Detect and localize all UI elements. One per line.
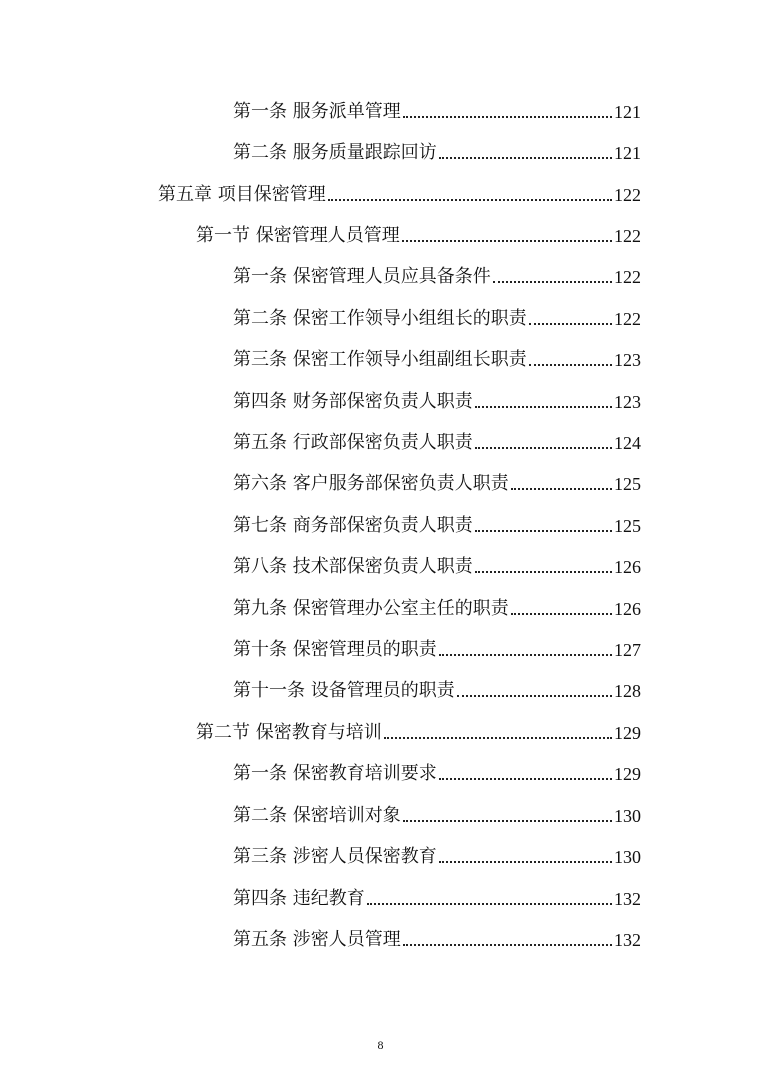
- toc-entry[interactable]: [233, 672, 641, 702]
- toc-entry-chapter[interactable]: [158, 176, 641, 206]
- toc-entry[interactable]: [233, 258, 641, 288]
- dot-leader: [328, 199, 612, 201]
- toc-entry-title: 第一条 服务派单管理: [233, 101, 401, 122]
- toc-entry-title: 第九条 保密管理办公室主任的职责: [233, 598, 509, 619]
- toc-entry-page: 124: [614, 433, 641, 453]
- toc-entry-title: 第一条 保密教育培训要求: [233, 763, 437, 784]
- toc-entry-page: 130: [614, 806, 641, 826]
- toc-entry[interactable]: [233, 631, 641, 661]
- toc-entry-page: 122: [614, 226, 641, 246]
- dot-leader: [475, 447, 612, 449]
- dot-leader: [403, 116, 612, 118]
- toc-entry-page: 126: [614, 557, 641, 577]
- dot-leader: [475, 406, 612, 408]
- dot-leader: [439, 861, 612, 863]
- toc-entry[interactable]: [233, 590, 641, 620]
- toc-entry[interactable]: [233, 880, 641, 910]
- dot-leader: [511, 488, 612, 490]
- dot-leader: [367, 903, 612, 905]
- toc-entry[interactable]: [233, 93, 641, 123]
- toc-entry[interactable]: [233, 134, 641, 164]
- dot-leader: [403, 820, 612, 822]
- page-number: 8: [377, 1038, 384, 1052]
- dot-leader: [439, 778, 612, 780]
- toc-entry-title: 第二条 保密培训对象: [233, 805, 401, 826]
- toc-entry-title: 第四条 财务部保密负责人职责: [233, 391, 473, 412]
- toc-entry[interactable]: [233, 548, 641, 578]
- dot-leader: [384, 737, 612, 739]
- toc-entry-section[interactable]: [196, 714, 641, 744]
- toc-entry[interactable]: [233, 755, 641, 785]
- toc-entry-title: 第三条 保密工作领导小组副组长职责: [233, 349, 527, 370]
- dot-leader: [511, 613, 612, 615]
- toc-entry[interactable]: [233, 921, 641, 951]
- toc-entry-page: 121: [614, 143, 641, 163]
- toc-entry[interactable]: [233, 341, 641, 371]
- dot-leader: [475, 530, 612, 532]
- toc-entry-page: 126: [614, 599, 641, 619]
- dot-leader: [439, 654, 612, 656]
- toc-entry-page: 127: [614, 640, 641, 660]
- toc-entry-title: 第一条 保密管理人员应具备条件: [233, 266, 491, 287]
- toc-entry-page: 125: [614, 474, 641, 494]
- toc-entry[interactable]: [233, 383, 641, 413]
- toc-entry-page: 130: [614, 847, 641, 867]
- toc-entry[interactable]: [233, 300, 641, 330]
- toc-entry-title: 第二条 保密工作领导小组组长的职责: [233, 308, 527, 329]
- toc-entry-page: 129: [614, 723, 641, 743]
- toc-entry-title: 第八条 技术部保密负责人职责: [233, 556, 473, 577]
- toc-entry-page: 132: [614, 930, 641, 950]
- dot-leader: [529, 323, 612, 325]
- toc-entry-title: 第五条 行政部保密负责人职责: [233, 432, 473, 453]
- dot-leader: [439, 157, 612, 159]
- toc-entry[interactable]: [233, 424, 641, 454]
- toc-entry-page: 123: [614, 392, 641, 412]
- toc-entry[interactable]: [233, 507, 641, 537]
- toc-entry-title: 第十一条 设备管理员的职责: [233, 680, 455, 701]
- toc-entry-title: 第七条 商务部保密负责人职责: [233, 515, 473, 536]
- toc-entry-title: 第六条 客户服务部保密负责人职责: [233, 473, 509, 494]
- toc-entry-title: 第五条 涉密人员管理: [233, 929, 401, 950]
- toc-entry[interactable]: [233, 797, 641, 827]
- toc-entry-title: 第五章 项目保密管理: [158, 184, 326, 205]
- toc-entry-page: 122: [614, 267, 641, 287]
- toc-entry[interactable]: [233, 838, 641, 868]
- toc-entry-page: 122: [614, 309, 641, 329]
- toc-entry-title: 第四条 违纪教育: [233, 888, 365, 909]
- toc-entry-page: 128: [614, 681, 641, 701]
- toc-entry-title: 第三条 涉密人员保密教育: [233, 846, 437, 867]
- dot-leader: [475, 571, 612, 573]
- toc-entry-title: 第二节 保密教育与培训: [196, 722, 382, 743]
- toc-entry-title: 第一节 保密管理人员管理: [196, 225, 400, 246]
- toc-entry-page: 132: [614, 889, 641, 909]
- dot-leader: [493, 281, 612, 283]
- toc-entry-title: 第二条 服务质量跟踪回访: [233, 142, 437, 163]
- toc-entry-page: 125: [614, 516, 641, 536]
- dot-leader: [457, 695, 612, 697]
- dot-leader: [403, 944, 612, 946]
- toc-entry-page: 121: [614, 102, 641, 122]
- dot-leader: [402, 240, 612, 242]
- toc-entry[interactable]: [233, 465, 641, 495]
- toc-entry-section[interactable]: [196, 217, 641, 247]
- dot-leader: [529, 364, 612, 366]
- toc-entry-page: 123: [614, 350, 641, 370]
- toc-entry-page: 129: [614, 764, 641, 784]
- toc-entry-page: 122: [614, 185, 641, 205]
- toc-entry-title: 第十条 保密管理员的职责: [233, 639, 437, 660]
